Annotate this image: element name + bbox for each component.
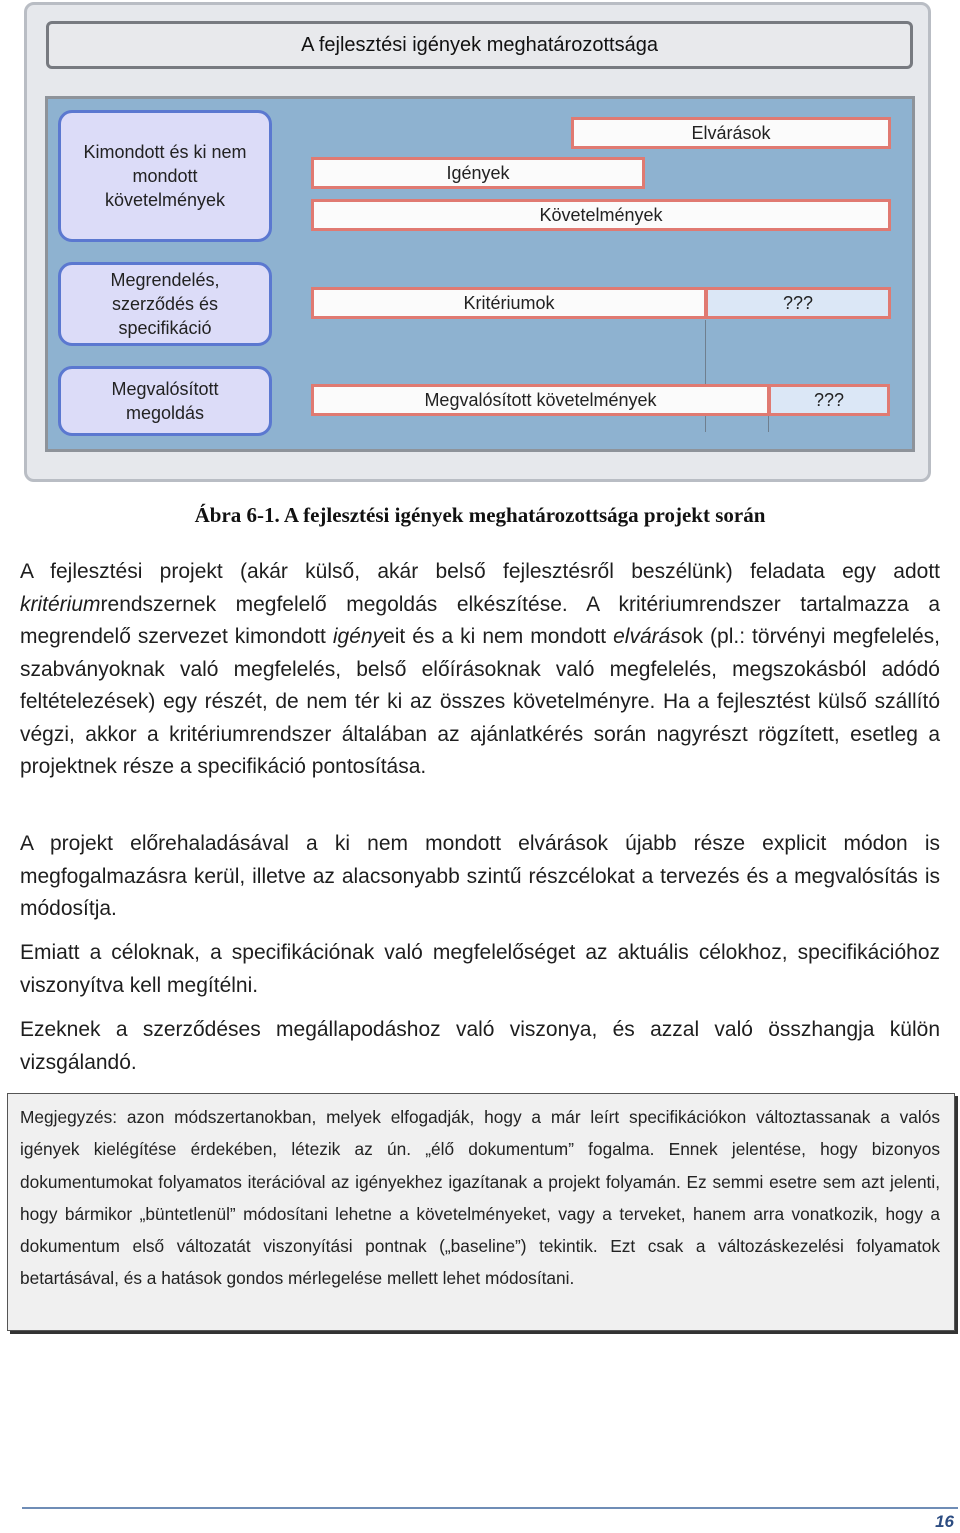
bar-unknown-2: ??? [768, 384, 890, 416]
paragraph-2: A projekt előrehaladásával a ki nem mondott elvárások újabb része explicit módon is megfogalmazásra kerül, illetve az alacsonyabb szintű részcélokat a tervezés és a megvalósítás is módosítja. [20, 832, 940, 920]
box-megrendeles-specifikacio: Megrendelés, szerződés és specifikáció [58, 262, 272, 346]
bar-unknown-1: ??? [705, 287, 891, 319]
bar-kriteriumok: Kritériumok [311, 287, 707, 319]
bar-kovetelmenyek: Követelmények [311, 199, 891, 231]
box-megvalositott-megoldas: Megvalósított megoldás [58, 366, 272, 436]
note-text: Megjegyzés: azon módszertanokban, melyek elfogadják, hogy a már leírt specifikációkon változtassanak a valós igények kielégítése érdekében, létezik az ún. „élő dokumentum” fogalma. Ennek jelentése, hogy bizonyos dokumentumokat folyamatos iterációval az igényekhez igazítanak a projekt folyamán. Ez semmi esetre sem azt jelenti, hogy bármikor „büntetlenül” módosítani lehetne a követelményeket, vagy a terveket, hanem arra vonatkozik, hogy a dokumentum első változatát viszonyítási pontnak („baseline”) tekintik. Ezt csak a változáskezelési folyamatok betartásával, és a hatások gondos mérlegelése mellett lehet módosítani. [20, 1107, 940, 1289]
divider-line [768, 416, 769, 432]
page-number: 16 [935, 1512, 954, 1531]
figure-caption: Ábra 6-1. A fejlesztési igények meghatározottsága projekt során [194, 503, 766, 527]
paragraph-1: A fejlesztési projekt (akár külső, akár belső fejlesztésről beszélünk) feladata egy adott kritériumrendszernek megfelelő megoldás elkészítése. A kritériumrendszer tartalmazza a megrendelő szervezet kimondott igényeit és a ki nem mondott elvárások (pl.: törvényi megfelelés, szabványoknak való megfelelés, belső előírásoknak való megfelelés, megszokásból adódó feltételezések) egy részét, de nem tér ki az összes követelményre. Ha a fejlesztést külső szállító végzi, akkor a kritériumrendszer általában az ajánlatkérés során nagyrészt rögzített, esetleg a projektnek része a specifikáció pontosítása. [20, 560, 940, 778]
paragraph-3: Emiatt a céloknak, a specifikációnak való megfelelőséget az aktuális célokhoz, specifikációhoz viszonyítva kell megítélni. [20, 941, 940, 997]
paragraph-4: Ezeknek a szerződéses megállapodáshoz való viszonya, és azzal való összhangja külön vizsgálandó. [20, 1018, 940, 1074]
figure-title: A fejlesztési igények meghatározottsága [46, 21, 913, 69]
box-kimondott-kovetelmenyek: Kimondott és ki nem mondott követelmények [58, 110, 272, 242]
bar-elvarasok: Elvárások [571, 117, 891, 149]
bar-megvalositott-kovetelmenyek: Megvalósított követelmények [311, 384, 770, 416]
bar-igenyek: Igények [311, 157, 645, 189]
footer-rule [22, 1507, 958, 1509]
